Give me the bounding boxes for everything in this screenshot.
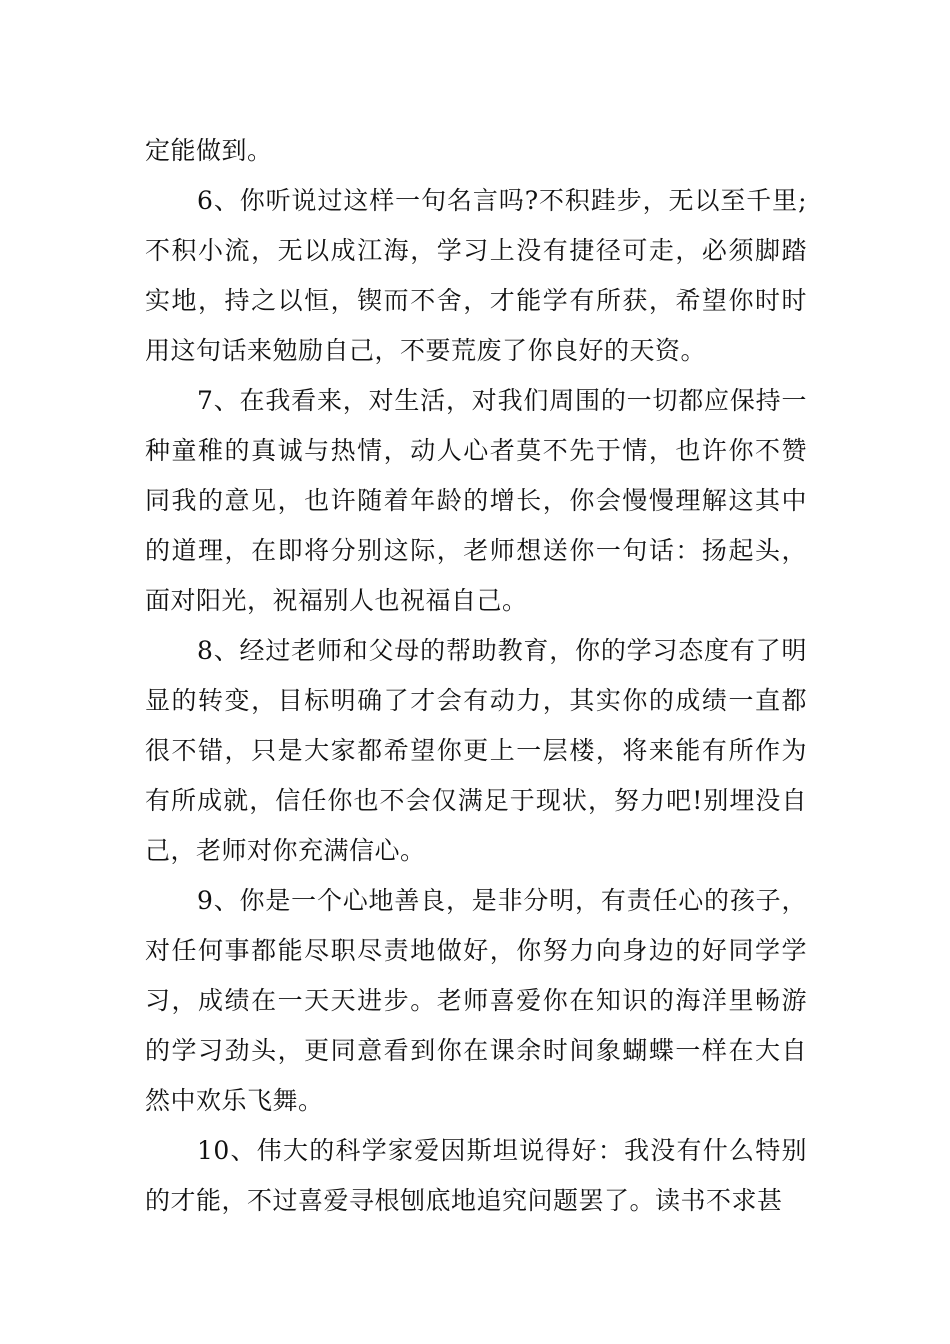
- paragraph-8: 8、经过老师和父母的帮助教育，你的学习态度有了明显的转变，目标明确了才会有动力，其实你的成绩一直都很不错，只是大家都希望你更上一层楼，将来能有所作为有所成就，信任你也不会仅满足于现状，努力吧!别埋没自己，老师对你充满信心。: [145, 636, 807, 865]
- paragraph-7: 7、在我看来，对生活，对我们周围的一切都应保持一种童稚的真诚与热情，动人心者莫不先于情，也许你不赞同我的意见，也许随着年龄的增长，你会慢慢理解这其中的道理，在即将分别这际，老师想送你一句话：扬起头，面对阳光，祝福别人也祝福自己。: [145, 386, 807, 615]
- paragraph-10: 10、伟大的科学家爱因斯坦说得好：我没有什么特别的才能，不过喜爱寻根刨底地追究问题罢了。读书不求甚: [145, 1136, 807, 1215]
- paragraph-9: 9、你是一个心地善良，是非分明，有责任心的孩子，对任何事都能尽职尽责地做好，你努力向身边的好同学学习，成绩在一天天进步。老师喜爱你在知识的海洋里畅游的学习劲头，更同意看到你在课余时间象蝴蝶一样在大自然中欢乐飞舞。: [145, 886, 807, 1115]
- paragraph-6: 6、你听说过这样一句名言吗?不积跬步，无以至千里;不积小流，无以成江海，学习上没有捷径可走，必须脚踏实地，持之以恒，锲而不舍，才能学有所获，希望你时时用这句话来勉励自己，不要荒废了你良好的天资。: [145, 186, 807, 365]
- document-body: [145, 126, 807, 1226]
- paragraph-continued: 定能做到。: [145, 136, 273, 165]
